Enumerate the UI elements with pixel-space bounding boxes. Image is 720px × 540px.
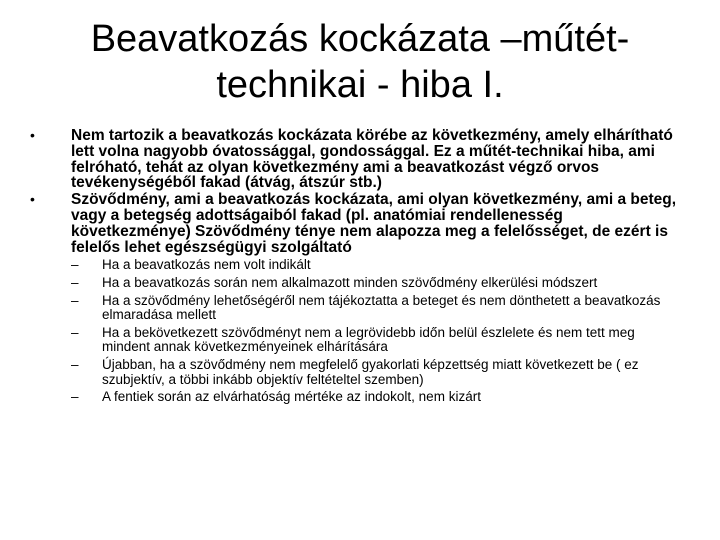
dash-marker: – [71, 356, 79, 372]
dash-marker: – [71, 389, 79, 405]
sub-item-6 [71, 390, 685, 405]
bullet-item-1 [30, 128, 685, 191]
bullet-item-2 [30, 192, 685, 255]
bullet-marker: • [30, 191, 35, 208]
bullet-marker: • [30, 127, 35, 143]
bullet-text: Nem tartozik a beavatkozás kockázata körébe az következmény, amely elhárítható lett volna nagyobb óvatossággal, gondossággal. Ez a műtét-technikai hiba, ami felróható, tehát az olyan következmény ami a beavatkozást végző orvos tevékenységéből fakad (átvág, átszúr stb.) [71, 127, 673, 192]
bullet-text: Szövődmény, ami a beavatkozás kockázata, ami olyan következmény, ami a beteg, vagy a betegség adottságaiból fakad (pl. anatómiai rendellenesség következménye) Szövődmény ténye nem alapozza meg a felelősséget, de ezért is felelős lehet egészségügyi szolgáltató [71, 191, 677, 256]
sub-item-3 [71, 294, 685, 323]
title-line-2: technikai - hiba I. [216, 64, 504, 106]
sub-item-text: Ha a beavatkozás során nem alkalmazott minden szövődmény elkerülési módszert [102, 274, 598, 290]
dash-marker: – [71, 324, 79, 340]
sub-item-4 [71, 326, 685, 355]
sub-item-text: Ha a bekövetkezett szövődményt nem a legrövidebb időn belül észlelete és nem tett meg mindent annak következményeinek elhárítására [102, 324, 635, 355]
sub-item-text: Ha a beavatkozás nem volt indikált [102, 257, 311, 273]
sub-item-text: A fentiek során az elvárhatóság mértéke az indokolt, nem kizárt [102, 389, 481, 405]
dash-marker: – [71, 257, 79, 273]
sub-item-1 [71, 258, 685, 273]
title-line-1: Beavatkozás kockázata –műtét- [90, 18, 630, 60]
slide-body [30, 128, 685, 408]
sub-item-5 [71, 358, 685, 387]
sub-item-text: Újabban, ha a szövődmény nem megfelelő gyakorlati képzettség miatt következett be ( ez szubjektív, a többi inkább objektív feltételtel szemben) [102, 356, 639, 387]
dash-marker: – [71, 274, 79, 290]
slide-title [60, 16, 660, 108]
sub-list [30, 258, 685, 404]
sub-item-2 [71, 276, 685, 291]
dash-marker: – [71, 292, 79, 308]
sub-item-text: Ha a szövődmény lehetőségéről nem tájékoztatta a beteget és nem dönthetett a beavatkozás elmaradása mellett [102, 292, 661, 323]
